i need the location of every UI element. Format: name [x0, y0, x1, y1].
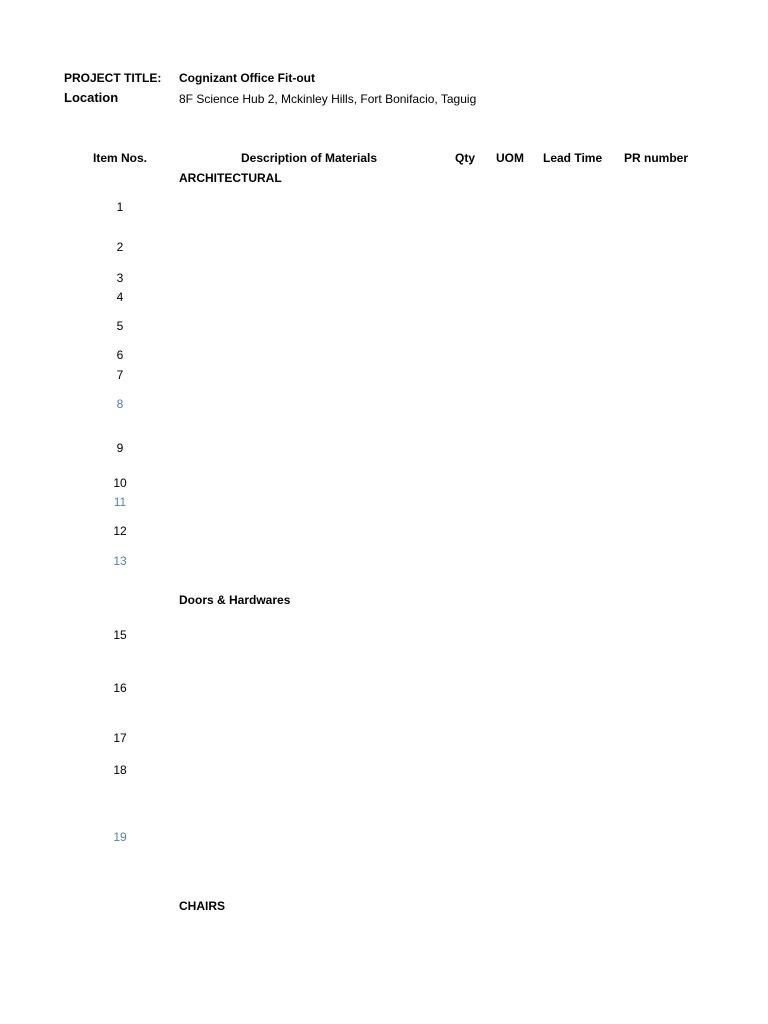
section-doors-hardwares: Doors & Hardwares — [179, 593, 291, 607]
item-number: 19 — [113, 830, 127, 844]
project-title-label: PROJECT TITLE: — [64, 71, 162, 85]
item-number: 11 — [113, 495, 127, 509]
item-number: 3 — [116, 271, 124, 285]
section-architectural: ARCHITECTURAL — [179, 171, 282, 185]
item-number: 4 — [116, 290, 124, 304]
column-header-qty: Qty — [455, 151, 476, 165]
column-header-uom: UOM — [496, 151, 524, 165]
item-number: 6 — [116, 348, 124, 362]
item-number: 7 — [116, 368, 124, 382]
item-number: 13 — [113, 554, 127, 568]
column-header-lead-time: Lead Time — [543, 151, 603, 165]
item-number: 9 — [116, 441, 124, 455]
item-number: 16 — [113, 681, 127, 695]
item-number: 1 — [116, 200, 124, 214]
item-number: 2 — [116, 240, 124, 254]
column-header-description: Description of Materials — [241, 151, 378, 165]
item-number: 17 — [113, 731, 127, 745]
column-header-pr-number: PR number — [624, 151, 689, 165]
item-number: 12 — [113, 524, 127, 538]
section-chairs: CHAIRS — [179, 899, 226, 913]
item-number: 18 — [113, 763, 127, 777]
column-header-item-nos: Item Nos. — [93, 151, 148, 165]
item-number: 5 — [116, 319, 124, 333]
location-label: Location — [64, 90, 119, 105]
item-number: 15 — [113, 628, 127, 642]
location-value: 8F Science Hub 2, Mckinley Hills, Fort Bonifacio, Taguig — [179, 92, 477, 106]
project-title-value: Cognizant Office Fit-out — [179, 71, 315, 85]
item-number: 10 — [113, 476, 127, 490]
item-number: 8 — [116, 397, 124, 411]
